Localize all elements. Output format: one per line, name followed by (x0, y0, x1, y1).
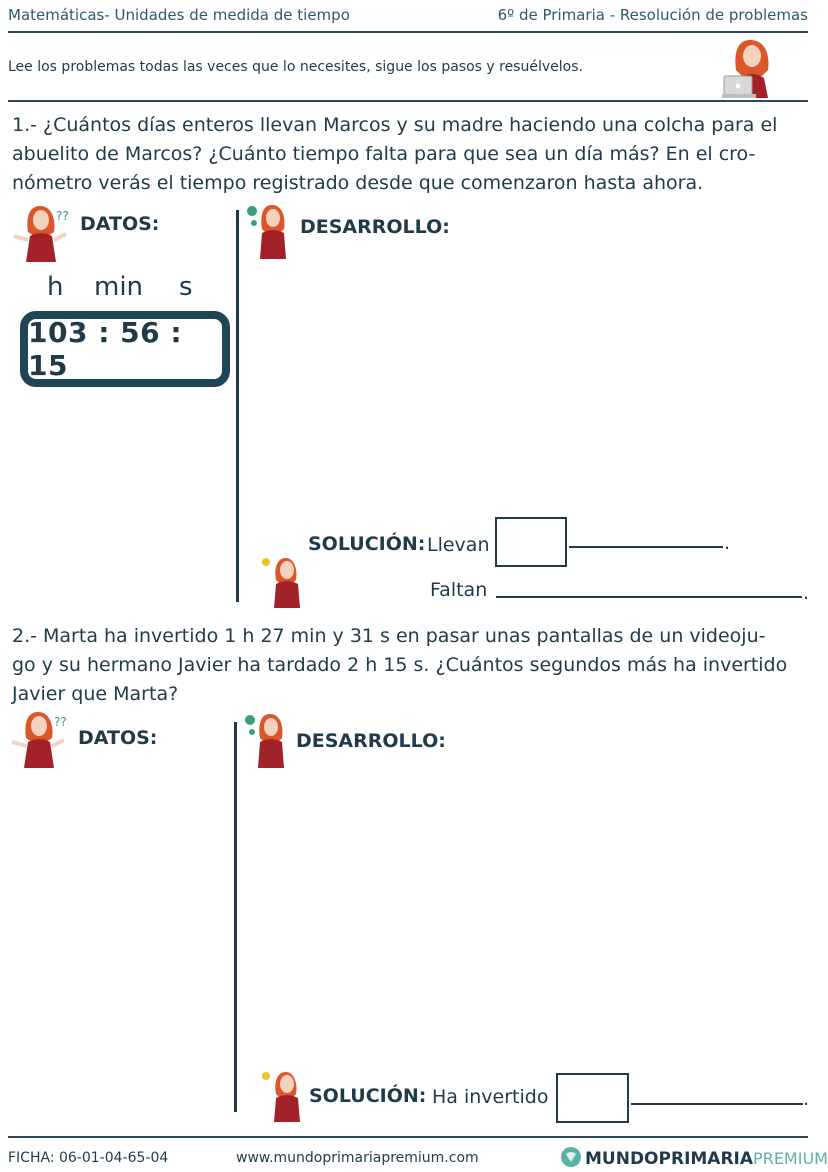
problem2-solucion-label: SOLUCIÓN: (309, 1085, 427, 1107)
globe-logo-icon (560, 1146, 582, 1168)
svg-text:??: ?? (54, 715, 67, 729)
intro-divider (8, 100, 808, 102)
header-grade: 6º de Primaria - Resolución de problemas (497, 6, 808, 24)
logo-word-mundo: MUNDO (585, 1149, 659, 1169)
days-answer-box[interactable] (495, 517, 567, 567)
girl-pondering-icon (242, 712, 290, 770)
seconds-unit-answer-line[interactable] (631, 1103, 803, 1105)
stopwatch-display: 103 : 56 : 15 (20, 311, 230, 387)
problem1-desarrollo-title: DESARROLLO: (300, 216, 450, 238)
footer-divider (8, 1136, 808, 1138)
problem1-datos-title: DATOS: (80, 213, 160, 235)
girl-thinking-icon (10, 710, 72, 770)
logo-word-premium: PREMIUM (753, 1149, 828, 1168)
girl-pondering-icon (244, 203, 292, 261)
problem1-solucion-label: SOLUCIÓN: (308, 533, 426, 555)
girl-laptop-icon (722, 36, 782, 102)
unit-hours-label: h (47, 272, 64, 302)
svg-text:??: ?? (56, 209, 69, 223)
seconds-answer-box[interactable] (556, 1073, 629, 1123)
answer3-period: . (803, 1088, 810, 1110)
unit-minutes-label: min (94, 272, 144, 302)
header-divider (8, 31, 808, 33)
problem1-line3: nómetro verás el tiempo registrado desde que comenzaron hasta ahora. (12, 172, 704, 194)
brand-logo (585, 1149, 828, 1169)
remaining-time-answer-line[interactable] (496, 596, 802, 598)
problem2-line3: Javier que Marta? (12, 683, 179, 705)
girl-thinking-icon (12, 204, 74, 264)
days-unit-answer-line[interactable] (569, 546, 723, 548)
problem2-datos-title: DATOS: (78, 727, 158, 749)
instructions: Lee los problemas todas las veces que lo necesites, sigue los pasos y resuélvelos. (8, 59, 583, 75)
logo-word-primaria: PRIMARIA (658, 1149, 754, 1169)
ficha-code: FICHA: 06-01-04-65-04 (8, 1150, 169, 1166)
problem2-line1: 2.- Marta ha invertido 1 h 27 min y 31 s en pasar unas pantallas de un videoju- (12, 625, 766, 647)
answer2-prefix: Faltan (430, 579, 488, 601)
problem2-line2: go y su hermano Javier ha tardado 2 h 15 s. ¿Cuántos segundos más ha invertido (12, 654, 788, 676)
problem1-line2: abuelito de Marcos? ¿Cuánto tiempo falta para que sea un día más? En el cro- (12, 143, 756, 165)
problem2-column-divider (234, 722, 237, 1112)
problem2-desarrollo-title: DESARROLLO: (296, 730, 446, 752)
answer1-period: . (724, 532, 731, 554)
header-subject: Matemáticas- Unidades de medida de tiempo (8, 6, 350, 24)
answer3-prefix: Ha invertido (432, 1086, 549, 1108)
girl-idea-icon (260, 1068, 304, 1124)
answer1-prefix: Llevan (427, 534, 490, 556)
problem1-line1: 1.- ¿Cuántos días enteros llevan Marcos y su madre haciendo una colcha para el (12, 114, 778, 136)
unit-seconds-label: s (179, 272, 193, 302)
answer2-period: . (803, 582, 810, 604)
problem1-column-divider (236, 210, 239, 602)
website-link[interactable]: www.mundoprimariapremium.com (236, 1150, 479, 1166)
girl-idea-icon (260, 554, 304, 610)
